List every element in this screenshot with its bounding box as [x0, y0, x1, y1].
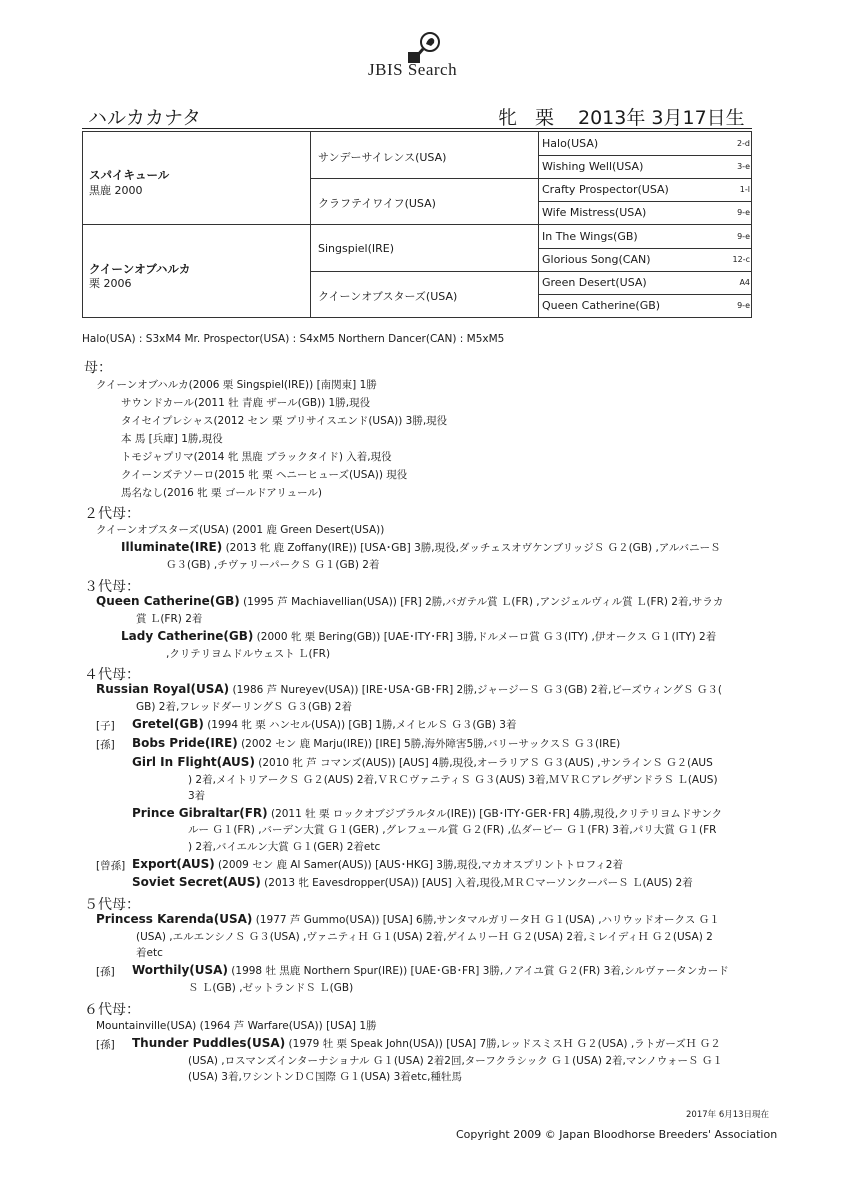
girl-in-flight-cont2: 3着 — [188, 790, 206, 802]
tag-grandchild-2: [孫] — [96, 966, 115, 978]
offspring-3: 本 馬 [兵庫] 1勝,現役 — [121, 433, 223, 445]
pedigree-g3-3: Crafty Prospector(USA) 1-l — [542, 183, 750, 196]
g3-dam-line: Queen Catherine(GB) (1995 芦 Machiavellian(USA)) [FR] 2勝,バガテル賞 Ｌ(FR) ,アンジェルヴィル賞 Ｌ(FR) 2着,サラカ — [96, 594, 724, 608]
thunder-puddles-cont2: (USA) 3着,ワシントンＤＣ国際 Ｇ１(USA) 3着etc,種牡馬 — [188, 1071, 462, 1083]
jbis-search-logo — [360, 30, 490, 85]
logo-text: JBIS Search — [368, 60, 458, 79]
gretel-entry: Gretel(GB) (1994 牝 栗 ハンセル(USA)) [GB] 1勝,メイヒルＳ Ｇ３(GB) 3着 — [132, 717, 517, 731]
pedigree-g2-2: クラフテイワイフ(USA) — [318, 197, 436, 210]
g5-dam-line: Princess Karenda(USA) (1977 芦 Gummo(USA)) [USA] 6勝,サンタマルガリータＨ Ｇ１(USA) ,ハリウッドオークス Ｇ１ — [96, 912, 720, 926]
g2-dam-line: クイーンオブスターズ(USA) (2001 鹿 Green Desert(USA)) — [96, 524, 385, 536]
bobs-pride-entry: Bobs Pride(IRE) (2002 セン 鹿 Marju(IRE)) [IRE] 5勝,海外障害5勝,バリーサックスＳ Ｇ３(IRE) — [132, 736, 621, 750]
worthily-cont: Ｓ Ｌ(GB) ,ゼットランドＳ Ｌ(GB) — [188, 982, 354, 994]
g2-entry-cont: Ｇ３(GB) ,チヴァリーパークＳ Ｇ１(GB) 2着 — [166, 559, 380, 571]
pedigree-g2-3: Singspiel(IRE) — [318, 242, 395, 255]
tag-child: [子] — [96, 720, 115, 732]
tag-grandchild-3: [孫] — [96, 1039, 115, 1051]
thunder-puddles-entry: Thunder Puddles(USA) (1979 牡 栗 Speak John(USA)) [USA] 7勝,レッドスミスＨ Ｇ２(USA) ,ラトガーズＨ Ｇ２ — [132, 1036, 721, 1050]
soviet-secret-entry: Soviet Secret(AUS) (2013 牝 Eavesdropper(USA)) [AUS] 入着,現役,ＭＲＣマーソンクーパーＳ Ｌ(AUS) 2着 — [132, 875, 693, 889]
g3-entry-cont: ,クリテリヨムドルウェスト Ｌ(FR) — [166, 648, 331, 660]
prince-gibraltar-entry: Prince Gibraltar(FR) (2011 牡 栗 ロックオブジブラルタル(IRE)) [GB･ITY･GER･FR] 4勝,現役,クリテリヨムドサンク — [132, 806, 723, 820]
section-g4-heading: ４代母： — [84, 667, 140, 683]
pedigree-g3-6: Glorious Song(CAN) 12-c — [542, 253, 750, 266]
offspring-2: タイセイプレシャス(2012 セン 栗 プリサイスエンド(USA)) 3勝,現役 — [121, 415, 448, 427]
inbreeding-summary: Halo(USA) : S3xM4 Mr. Prospector(USA) : S4xM5 Northern Dancer(CAN) : M5xM5 — [82, 333, 505, 345]
as-of-date: 2017年 6月13日現在 — [686, 1110, 770, 1120]
horse-birth-date: 2013年 3月17日生 — [578, 107, 745, 129]
section-dam-heading: 母： — [84, 360, 112, 376]
section-g6-heading: ６代母： — [84, 1002, 140, 1018]
pedigree-g3-4: Wife Mistress(USA) 9-e — [542, 206, 750, 219]
tag-great-grandchild: [曾孫] — [96, 860, 126, 872]
dam-detail: 栗 2006 — [89, 277, 132, 290]
pedigree-g2-4: クイーンオブスターズ(USA) — [318, 290, 458, 303]
pedigree-g3-5: In The Wings(GB) 9-e — [542, 230, 750, 243]
tag-grandchild: [孫] — [96, 739, 115, 751]
horse-magnifier-icon — [402, 30, 446, 64]
g4-dam-line-cont: GB) 2着,フレッドダーリングＳ Ｇ３(GB) 2着 — [136, 701, 352, 713]
export-entry: Export(AUS) (2009 セン 鹿 Al Samer(AUS)) [AUS･HKG] 3勝,現役,マカオスプリントトロフィ2着 — [132, 857, 623, 871]
dam-name: クイーンオブハルカ — [89, 262, 191, 276]
girl-in-flight-entry: Girl In Flight(AUS) (2010 牝 芦 コマンズ(AUS)) [AUS] 4勝,現役,オーラリアＳ Ｇ３(AUS) ,サンラインＳ Ｇ２(AUS — [132, 755, 713, 769]
g3-dam-line-cont: 賞 Ｌ(FR) 2着 — [136, 613, 203, 625]
pedigree-g3-7: Green Desert(USA) A4 — [542, 276, 750, 289]
sire-detail: 黒鹿 2000 — [89, 184, 143, 197]
thunder-puddles-cont: (USA) ,ロスマンズインターナショナル Ｇ１(USA) 2着2回,ターフクラシック Ｇ１(USA) 2着,マンノウォーＳ Ｇ１ — [188, 1055, 723, 1067]
section-g3-heading: ３代母： — [84, 579, 140, 595]
pedigree-table — [82, 131, 752, 318]
copyright-notice: Copyright 2009 © Japan Bloodhorse Breeders' Association — [456, 1128, 778, 1141]
offspring-1: サウンドカール(2011 牡 青鹿 ザール(GB)) 1勝,現役 — [121, 397, 371, 409]
girl-in-flight-cont: ) 2着,メイトリアークＳ Ｇ２(AUS) 2着,ＶＲＣヴァニティＳ Ｇ３(AUS) 3着,ＭＶＲＣアレグザンドラＳ Ｌ(AUS) — [188, 774, 718, 786]
prince-gibraltar-cont: ルー Ｇ１(FR) ,バーデン大賞 Ｇ１(GER) ,グレフュール賞 Ｇ２(FR) ,仏ダービー Ｇ１(FR) 3着,パリ大賞 Ｇ１(FR — [188, 824, 717, 836]
section-g5-heading: ５代母： — [84, 897, 140, 913]
pedigree-g2-1: サンデーサイレンス(USA) — [318, 151, 447, 164]
g6-dam-line: Mountainville(USA) (1964 芦 Warfare(USA)) [USA] 1勝 — [96, 1020, 377, 1032]
pedigree-g3-2: Wishing Well(USA) 3-e — [542, 160, 750, 173]
offspring-4: トモジャプリマ(2014 牝 黒鹿 ブラックタイド) 入着,現役 — [121, 451, 392, 463]
g5-dam-line-cont2: 着etc — [136, 947, 163, 959]
offspring-6: 馬名なし(2016 牝 栗 ゴールドアリュール) — [121, 487, 322, 499]
pedigree-g3-1: Halo(USA) 2-d — [542, 137, 750, 150]
offspring-5: クイーンズテソーロ(2015 牝 栗 ヘニーヒューズ(USA)) 現役 — [121, 469, 408, 481]
horse-sex-color: 牝 栗 — [498, 107, 561, 129]
g2-entry: Illuminate(IRE) (2013 牝 鹿 Zoffany(IRE)) [USA･GB] 3勝,現役,ダッチェスオヴケンブリッジＳ Ｇ２(GB) ,アルバニーＳ — [121, 540, 721, 554]
g5-dam-line-cont: (USA) ,エルエンシノＳ Ｇ３(USA) ,ヴァニティＨ Ｇ１(USA) 2着,ゲイムリーＨ Ｇ２(USA) 2着,ミレイディＨ Ｇ２(USA) 2 — [136, 931, 713, 943]
pedigree-g3-8: Queen Catherine(GB) 9-e — [542, 299, 750, 312]
worthily-entry: Worthily(USA) (1998 牡 黒鹿 Northern Spur(IRE)) [UAE･GB･FR] 3勝,ノアイユ賞 Ｇ２(FR) 3着,シルヴァータンカード — [132, 963, 729, 977]
horse-name: ハルカカナタ — [88, 107, 202, 129]
dam-line: クイーンオブハルカ(2006 栗 Singspiel(IRE)) [南関東] 1勝 — [96, 379, 377, 391]
g3-entry: Lady Catherine(GB) (2000 牝 栗 Bering(GB)) [UAE･ITY･FR] 3勝,ドルメーロ賞 Ｇ３(ITY) ,伊オークス Ｇ１(ITY) 2着 — [121, 629, 717, 643]
g4-dam-line: Russian Royal(USA) (1986 芦 Nureyev(USA)) [IRE･USA･GB･FR] 2勝,ジャージーＳ Ｇ３(GB) 2着,ビーズウィングＳ Ｇ３( — [96, 682, 722, 696]
sire-name: スパイキュール — [89, 168, 170, 182]
section-g2-heading: ２代母： — [84, 506, 140, 522]
prince-gibraltar-cont2: ) 2着,バイエルン大賞 Ｇ１(GER) 2着etc — [188, 841, 381, 853]
title-divider — [82, 128, 752, 129]
